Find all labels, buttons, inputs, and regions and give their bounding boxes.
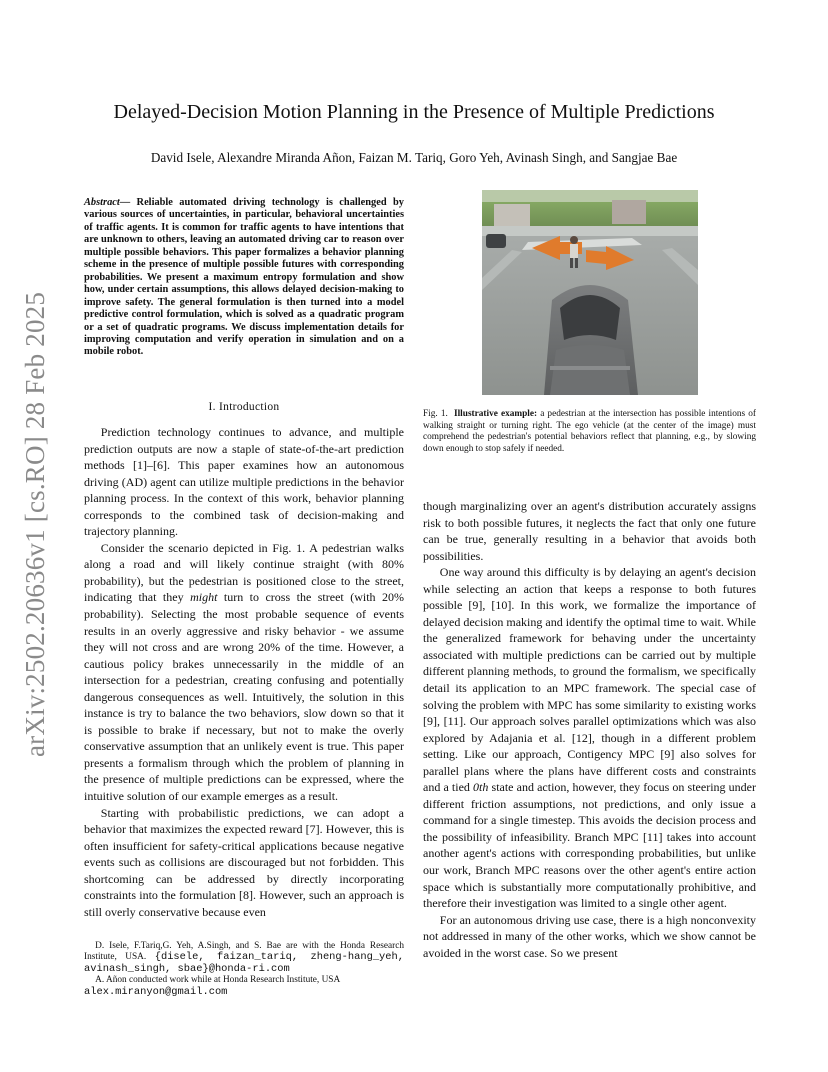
- affiliation-footnote: [84, 941, 404, 998]
- figure-caption-text: a pedestrian at the intersection has possible intentions of walking straight or turning right. The ego vehicle (at the center of the image) must comprehend the pedestrian's potential behaviors reflect that planning, e.g., by slowing down enough to stop safely if needed.: [423, 409, 756, 454]
- section-heading-introduction: I. Introduction: [208, 401, 280, 413]
- figure-1-caption: [423, 409, 756, 455]
- paper-title: Delayed-Decision Motion Planning in the Presence of Multiple Predictions: [113, 101, 715, 123]
- abstract-label: Abstract: [84, 197, 120, 208]
- footnote-text-1: D. Isele, F.Tariq,G. Yeh, A.Singh, and S. Bae are with the Honda Research Institute, USA.: [84, 941, 404, 963]
- footnote-email-line: [84, 987, 404, 998]
- intro-p2-part-b: turn to cross the street (with 20% probability). Selecting the most probable sequence of events results in an overly aggressive and risky behavior - we assume they will not cross and are wrong 20% of the time. However, a cautious policy brakes unnecessarily in the middle of an intersection for a pedestrian, creating confusing and potentially dangerous consequences as well. Intuitively, the solution in this instance is try to balance the two behaviors, slow down so that it is possible to brake if necessary, but not to make the overly conservative assumption that an unlikely event is true. This paper presents a formalism through which the problem of planning in the presence of multiple predictions can be expressed, where the intuitive solution of our example emerges as a result.: [84, 590, 404, 804]
- right-p2-part-b: state and action, however, they focus on steering under different friction assumptions, not predictions, and only issue a command for a single timestep. This avoids the decision process and the possibility of infeasibility. Branch MPC [11] takes into account another agent's actions with corresponding probabilities, but unlike our work, Branch MPC reasons over the other agent's entire action space which is substantially more computationally prohibitive, and therefore their investigation was limited to a single other agent.: [423, 780, 756, 911]
- left-column-body: [84, 424, 404, 920]
- abstract: [84, 197, 404, 359]
- right-p2-emphasis: 0th: [473, 780, 489, 795]
- right-paragraph-1: though marginalizing over an agent's distribution accurately assigns risk to both possible futures, it neglects the fact that only one future can be true, generally resulting in a behavior that avoids both possibilities.: [423, 499, 756, 563]
- abstract-text: — Reliable automated driving technology is challenged by various sources of uncertainties, in particular, behavioral uncertainties of traffic agents. It is common for traffic agents to have intentions that are unknown to others, leaving an automated driving car to reason over multiple possible behaviors. This paper formalizes a behavior planning scheme in the presence of multiple possible futures with corresponding probabilities. We present a maximum entropy formulation and show how, under certain assumptions, this allows delayed decision-making to improve safety. The general formulation is then turned into a model predictive control formulation, which is solved as a quadratic program or a set of quadratic programs. We discuss implementation details for improving computation and verify operation in simulation and on a mobile robot.: [84, 197, 404, 358]
- footnote-affiliation-1: [84, 941, 404, 975]
- right-paragraph-2: [423, 564, 756, 911]
- intro-p2-emphasis: might: [190, 590, 218, 605]
- footnote-text-2: A. Añon conducted work while at Honda Research Institute, USA: [95, 975, 341, 986]
- intro-paragraph-1: Prediction technology continues to advance, and multiple prediction outputs are now a staple of state-of-the-art prediction methods [1]–[6]. This paper examines how an autonomous driving (AD) agent can utilize multiple predictions in the behavior planning process. In the context of this work, behavior planning corresponds to the combined task of decision-making and trajectory planning.: [84, 425, 404, 539]
- right-p2-part-a: One way around this difficulty is by delaying an agent's decision while selecting an action that keeps a response to both futures possible [9], [10]. In this work, we formalize the importance of delayed decision making and identify the optimal time to wait. While the generalized framework for behaving under the uncertainty associated with multiple predictions can be carried out by multiple different planning methods, to ground the formalism, we specifically detail its application to an MPC framework. The special case of solving the problem with MPC has some similarity to existing works [9], [11]. Our approach solves parallel optimizations which was also explored by Adajania et al. [12], though in a different problem setting. Like our approach, Contigency MPC [9] also solves for parallel plans where the plans have different costs and constraints and a tied: [423, 565, 756, 795]
- right-column-body: [423, 498, 756, 961]
- footnote-email-2: alex.miranyon@gmail.com: [84, 985, 228, 998]
- arxiv-stamp: arXiv:2502.20636v1 [cs.RO] 28 Feb 2025: [20, 291, 50, 757]
- intro-p2-part-a: Consider the scenario depicted in Fig. 1. A pedestrian walks along a road and will likely continue straight (with 80% probability), but the pedestrian is positioned close to the street, indicating that they: [84, 540, 404, 605]
- author-list: David Isele, Alexandre Miranda Añon, Faizan M. Tariq, Goro Yeh, Avinash Singh, and Sangjae Bae: [150, 150, 678, 165]
- intro-paragraph-2: [84, 540, 404, 805]
- footnote-emails-1: {disele, faizan_tariq, zheng-hang_yeh, avinash_singh, sbae}@honda-ri.com: [84, 951, 404, 975]
- intro-paragraph-3: Starting with probabilistic predictions, we can adopt a behavior that maximizes the expected reward [7]. However, this is often insufficient for safety-critical applications because negative events such as collisions are discouraged but not forbidden. This shortcoming can be addressed by directly incorporating constraints into the formulation [8]. However, such an approach is still overly conservative because even: [84, 805, 404, 919]
- figure-1-image: [482, 190, 698, 395]
- figure-caption-bold: Illustrative example:: [453, 409, 538, 419]
- figure-label: Fig. 1.: [423, 409, 448, 419]
- driving-scene-illustration: [482, 190, 698, 395]
- right-paragraph-3: For an autonomous driving use case, there is a high nonconvexity not addressed in many of the other works, which we show cannot be avoided in the worst case. So we present: [423, 912, 756, 960]
